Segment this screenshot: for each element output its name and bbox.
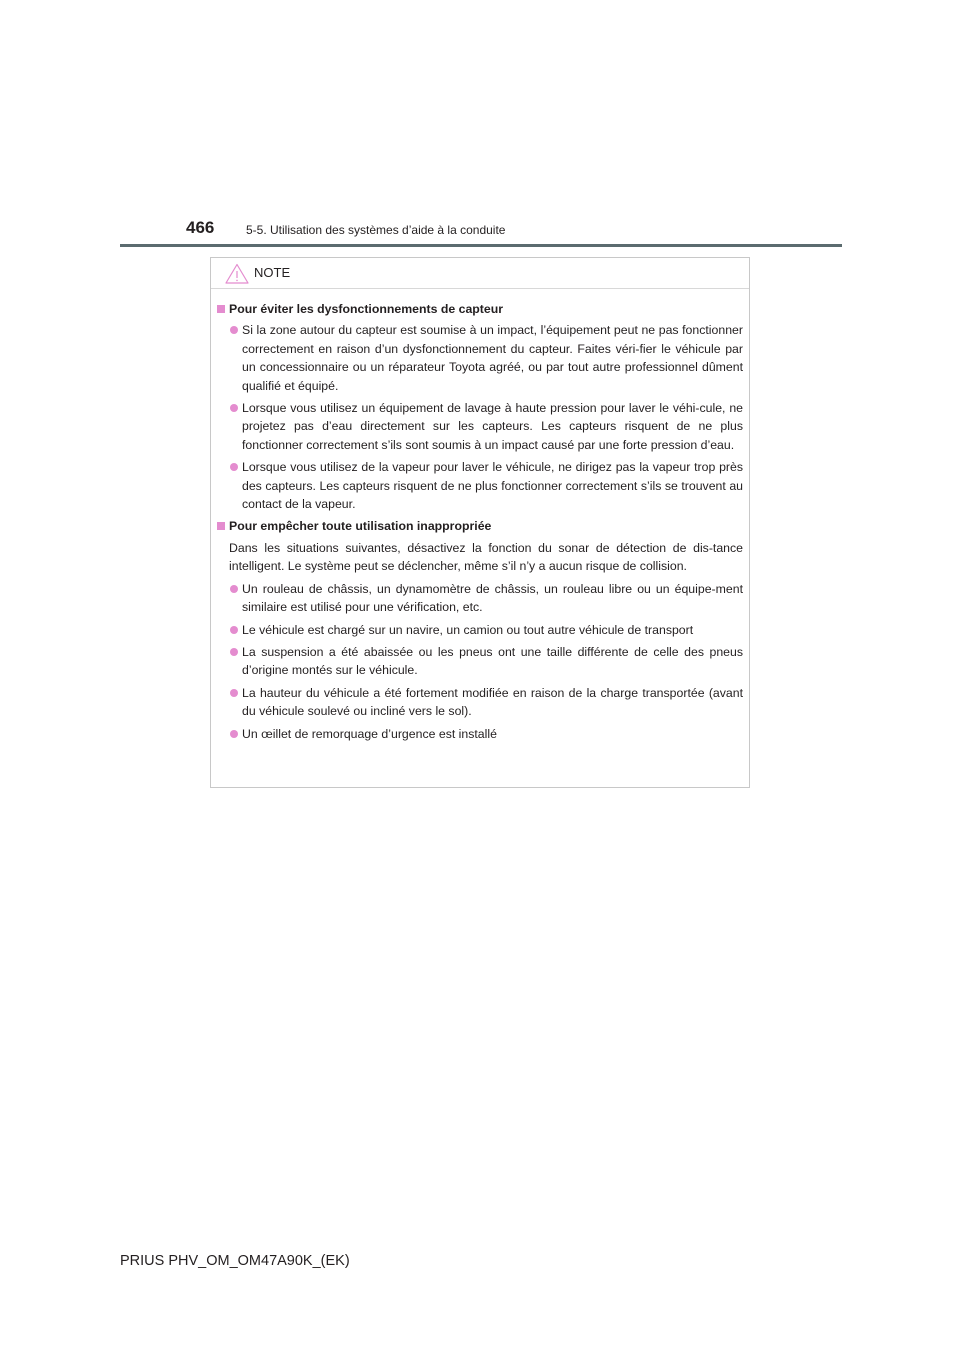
header-divider	[120, 244, 842, 247]
round-bullet-icon	[230, 626, 238, 634]
round-bullet-icon	[230, 648, 238, 656]
section-title: 5-5. Utilisation des systèmes d’aide à la conduite	[246, 223, 506, 237]
round-bullet-icon	[230, 730, 238, 738]
section-heading: Pour éviter les dysfonctionnements de capteur	[217, 300, 743, 318]
list-item: Le véhicule est chargé sur un navire, un camion ou tout autre véhicule de transport	[217, 621, 743, 639]
note-label: NOTE	[254, 265, 291, 280]
list-item: Lorsque vous utilisez un équipement de lavage à haute pression pour laver le véhi-cule, ne projetez pas d’eau directement sur les capteurs. Les capteurs risquent de ne plus fonctionner correctement s’ils sont soumis à un impact causé par une forte pression d’eau.	[217, 399, 743, 454]
list-item: Si la zone autour du capteur est soumise à un impact, l’équipement peut ne pas fonctionner correctement en raison d’un dysfonctionnement du capteur. Faites véri-fier le véhicule par un concessionnaire ou un réparateur Toyota agréé, ou par tout autre professionnel dûment qualifié et équipé.	[217, 321, 743, 395]
round-bullet-icon	[230, 326, 238, 334]
page-number: 466	[186, 218, 215, 237]
round-bullet-icon	[230, 585, 238, 593]
warning-triangle-icon	[225, 263, 249, 284]
section-heading: Pour empêcher toute utilisation inappropriée	[217, 517, 743, 535]
round-bullet-icon	[230, 463, 238, 471]
round-bullet-icon	[230, 689, 238, 697]
list-item: La hauteur du véhicule a été fortement modifiée en raison de la charge transportée (avant du véhicule soulevé ou incliné vers le sol).	[217, 684, 743, 721]
list-item: Un rouleau de châssis, un dynamomètre de châssis, un rouleau libre ou un équipe-ment similaire est utilisé pour une vérification, etc.	[217, 580, 743, 617]
document-code: PRIUS PHV_OM_OM47A90K_(EK)	[120, 1253, 350, 1269]
list-item: La suspension a été abaissée ou les pneus ont une taille différente de celle des pneus d’origine montés sur le véhicule.	[217, 643, 743, 680]
list-item: Un œillet de remorquage d’urgence est installé	[217, 725, 743, 743]
note-box	[210, 257, 750, 788]
round-bullet-icon	[230, 404, 238, 412]
square-bullet-icon	[217, 522, 225, 530]
square-bullet-icon	[217, 305, 225, 313]
note-body	[211, 289, 749, 743]
list-item: Lorsque vous utilisez de la vapeur pour laver le véhicule, ne dirigez pas la vapeur trop près des capteurs. Les capteurs risquent de ne plus fonctionner correctement s’ils se trouvent au contact de la vapeur.	[217, 458, 743, 513]
note-header	[211, 258, 749, 289]
section-intro: Dans les situations suivantes, désactivez la fonction du sonar de détection de dis-tance intelligent. Le système peut se déclencher, même s’il n’y a aucun risque de collision.	[229, 540, 743, 574]
